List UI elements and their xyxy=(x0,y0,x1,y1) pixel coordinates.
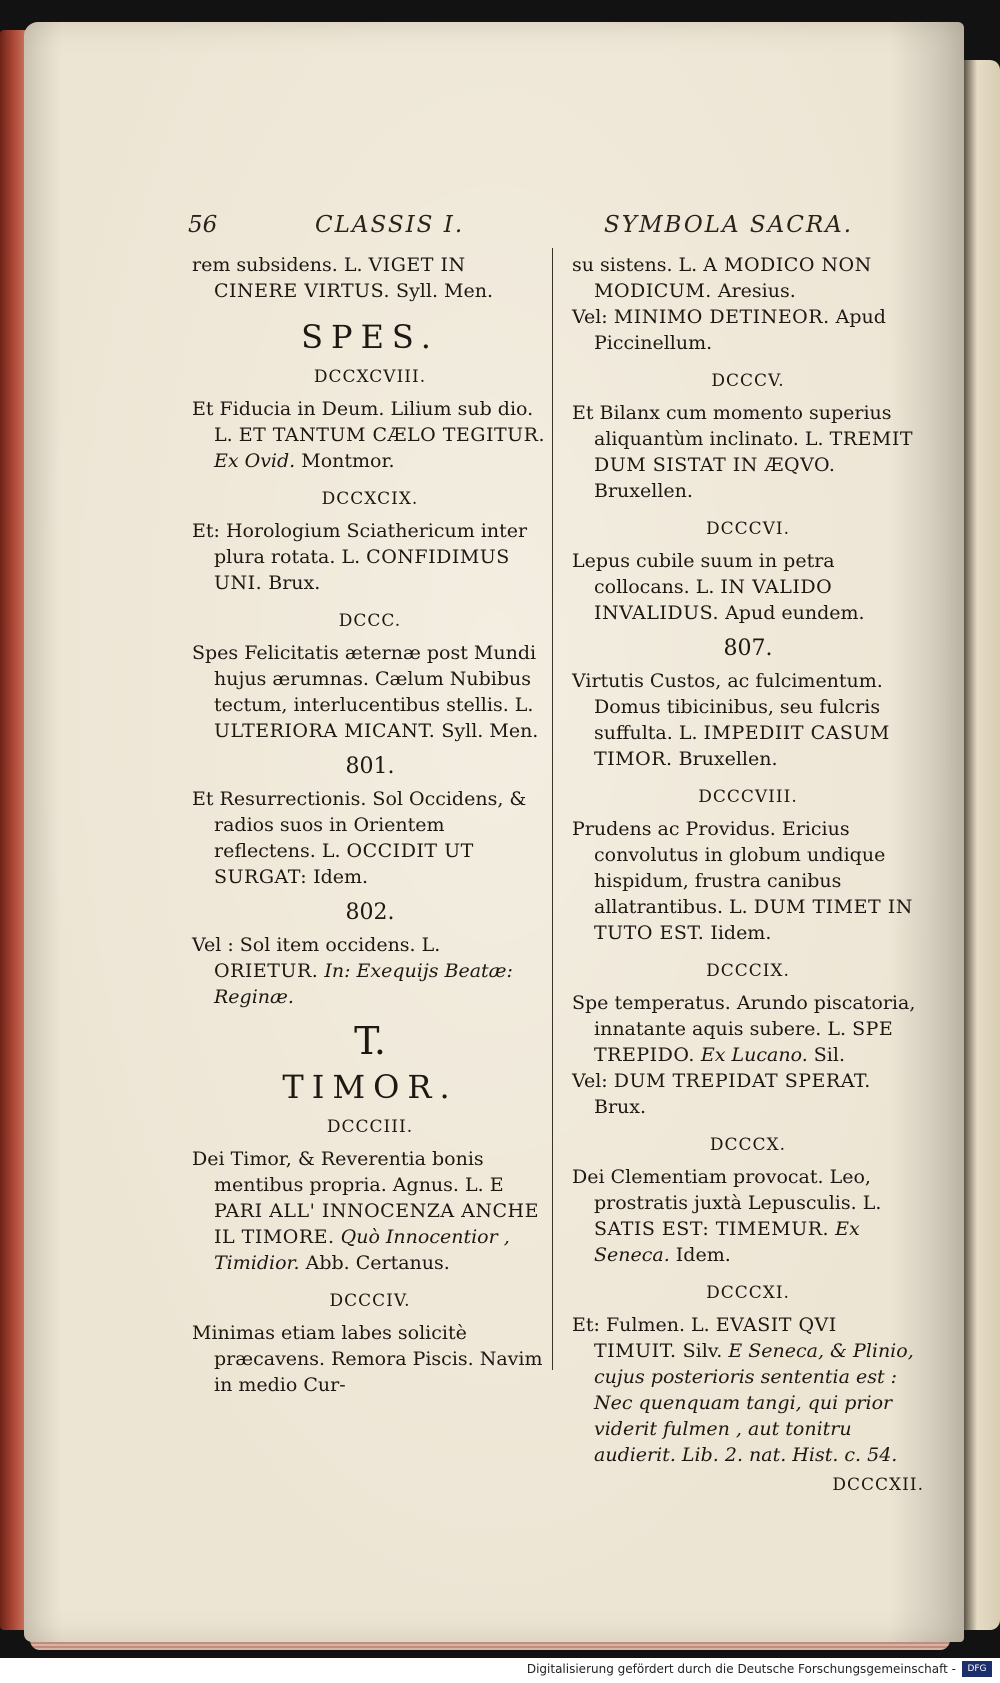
entry-text: Prudens ac Providus. Ericius convolutus in globum undique hispidum, frustra canibus allatrantibus. L. xyxy=(572,818,886,918)
entry-text: Lepus cubile suum in petra collocans. L. xyxy=(572,550,835,598)
entry-text: su sistens. L. xyxy=(572,254,704,276)
entry-number: 802. xyxy=(345,900,395,925)
entry-number: DCCCIX. xyxy=(706,961,790,981)
entry-motto: CONFIDIMUS UNI. xyxy=(214,546,510,594)
entry-source: Iidem. xyxy=(704,922,772,944)
entry-text: Vel: xyxy=(572,1070,614,1092)
list-item xyxy=(192,396,548,474)
entry-number: DCCCVI. xyxy=(705,519,791,539)
entry-motto: ORIETUR. xyxy=(214,960,319,982)
entry-text: rem subsidens. L. xyxy=(192,254,369,276)
entry-source: Abb. Certanus. xyxy=(299,1252,450,1274)
entry-source: Apud eundem. xyxy=(719,602,865,624)
entry-number: 801. xyxy=(345,754,395,779)
entry-italic: In: Exequijs Beatæ: Reginæ. xyxy=(214,960,513,1008)
entry-italic: Ex Lucano. xyxy=(694,1044,808,1066)
list-item xyxy=(572,1312,924,1468)
entry-text: Et Resurrectionis. Sol Occidens, & radios suos in Orientem reflectens. L. xyxy=(192,788,527,862)
entry-text: Spes Felicitatis æternæ post Mundi hujus ærumnas. Cælum Nubibus tectum, interlucentibus stellis. L. xyxy=(192,642,537,716)
page-number: 56 xyxy=(188,212,218,238)
entry-source: Syll. Men. xyxy=(390,280,494,302)
entry-text: Et Bilanx cum momento superius aliquantùm inclinato. L. xyxy=(572,402,892,450)
entry-motto: DUM TREPIDAT SPERAT. xyxy=(613,1070,871,1092)
book-cover-edge xyxy=(0,30,26,1630)
entry-motto: OCCIDIT UT SURGAT: xyxy=(214,840,474,888)
right-opening-entry xyxy=(572,252,924,304)
list-item xyxy=(572,990,924,1068)
entry-text: Vel: xyxy=(572,306,614,328)
entry-motto: IMPEDIIT CASUM TIMOR. xyxy=(594,722,890,770)
entry-italic: Ex Ovid. xyxy=(214,450,296,472)
entry-italic: Ex Seneca. xyxy=(594,1218,860,1266)
entry-motto: EVASIT QVI TIMUIT. xyxy=(594,1314,837,1362)
entry-text: Et: Fulmen. L. xyxy=(572,1314,716,1336)
entry-text: Vel : Sol item occidens. L. xyxy=(192,934,441,956)
entry-source: Idem. xyxy=(307,866,369,888)
entry-text: Spe temperatus. Arundo piscatoria, innatante aquis subere. L. xyxy=(572,992,916,1040)
running-head-left: CLASSIS I. xyxy=(315,212,465,238)
entry-italic: Quò Innocentior , Timidior. xyxy=(214,1226,510,1274)
running-head-right: SYMBOLA SACRA. xyxy=(604,212,854,238)
list-item xyxy=(572,400,924,504)
footer-credit: Digitalisierung gefördert durch die Deutsche Forschungsgemeinschaft - xyxy=(526,1662,956,1676)
entry-motto: SPE TREPIDO. xyxy=(594,1018,894,1066)
list-item xyxy=(192,932,548,1010)
entry-text: Et Fiducia in Deum. Lilium sub dio. L. xyxy=(192,398,534,446)
entry-text: Virtutis Custos, ac fulcimentum. Domus tibicinibus, seu fulcris suffulta. L. xyxy=(572,670,883,744)
section-letter: T. xyxy=(354,1019,386,1063)
entry-number: DCCCIII. xyxy=(326,1117,414,1137)
entry-motto: TREMIT DUM SISTAT IN ÆQVO. xyxy=(594,428,914,476)
entry-number: DCCCXI. xyxy=(706,1283,790,1303)
entry-source: Brux. xyxy=(262,572,321,594)
entry-motto: SATIS EST: TIMEMUR. xyxy=(594,1218,830,1240)
entry-source: Sil. xyxy=(807,1044,845,1066)
list-item xyxy=(192,786,548,890)
facing-page-edge xyxy=(962,60,1000,1630)
left-opening-entry xyxy=(192,252,548,304)
entry-number: DCCCVIII. xyxy=(698,787,798,807)
left-column xyxy=(192,252,548,1398)
entry-text: Minimas etiam labes solicitè præcavens. Remora Piscis. Navim in medio Cur- xyxy=(192,1322,543,1396)
dfg-logo: DFG xyxy=(962,1661,992,1677)
column-divider xyxy=(552,248,553,1370)
entry-source: Bruxellen. xyxy=(672,748,778,770)
entry-source: Apud Piccinellum. xyxy=(594,306,886,354)
entry-number: DCCCV. xyxy=(711,371,785,391)
list-item xyxy=(572,304,924,356)
entry-text: Dei Timor, & Reverentia bonis mentibus propria. Agnus. L. xyxy=(192,1148,490,1196)
entry-motto: MINIMO DETINEOR. xyxy=(613,306,830,328)
list-item xyxy=(572,816,924,946)
entry-number: DCCCX. xyxy=(709,1135,787,1155)
entry-source: Silv. xyxy=(676,1340,723,1362)
section-heading-spes: SPES. xyxy=(301,318,439,356)
entry-text: Et: Horologium Sciathericum inter plura rotata. L. xyxy=(192,520,528,568)
entry-motto: A MODICO NON MODICUM. xyxy=(594,254,872,302)
entry-source: Bruxellen. xyxy=(594,480,693,502)
list-item xyxy=(572,548,924,626)
entry-source: Aresius. xyxy=(711,280,796,302)
entry-number: DCCXCVIII. xyxy=(313,367,427,387)
entry-motto: IN VALIDO INVALIDUS. xyxy=(594,576,833,624)
entry-motto: DUM TIMET IN TUTO EST. xyxy=(594,896,913,944)
entry-source: Montmor. xyxy=(295,450,395,472)
list-item xyxy=(192,640,548,744)
entry-motto: VIGET IN CINERE VIRTUS. xyxy=(214,254,466,302)
list-item xyxy=(572,668,924,772)
entry-motto: E PARI ALL' INNOCENZA ANCHE IL TIMORE. xyxy=(214,1174,539,1248)
entry-source: Idem. xyxy=(669,1244,731,1266)
entry-text: Dei Clementiam provocat. Leo, prostratis juxtà Lepusculis. L. xyxy=(572,1166,882,1214)
entry-number: DCCCIV. xyxy=(329,1291,411,1311)
list-item xyxy=(192,518,548,596)
list-item xyxy=(572,1164,924,1268)
entry-source: Syll. Men. xyxy=(435,720,539,742)
section-heading-timor: TIMOR. xyxy=(282,1068,458,1106)
list-item xyxy=(192,1320,548,1398)
entry-motto: ULTERIORA MICANT. xyxy=(214,720,436,742)
entry-number: 807. xyxy=(723,636,773,661)
list-item xyxy=(192,1146,548,1276)
right-column xyxy=(572,252,924,1498)
entry-motto: ET TANTUM CÆLO TEGITUR. xyxy=(238,424,545,446)
entry-number: DCCXCIX. xyxy=(321,489,419,509)
catchword: DCCCXII. xyxy=(832,1475,924,1495)
list-item xyxy=(572,1068,924,1120)
entry-source: Brux. xyxy=(594,1096,647,1118)
entry-citation: E Seneca, & Plinio, cujus posterioris sententia est : Nec quenquam tangi, qui prior viderit fulmen , aut tonitru audierit. Lib. 2. nat. Hist. c. 54. xyxy=(594,1340,914,1466)
entry-number: DCCC. xyxy=(338,611,402,631)
